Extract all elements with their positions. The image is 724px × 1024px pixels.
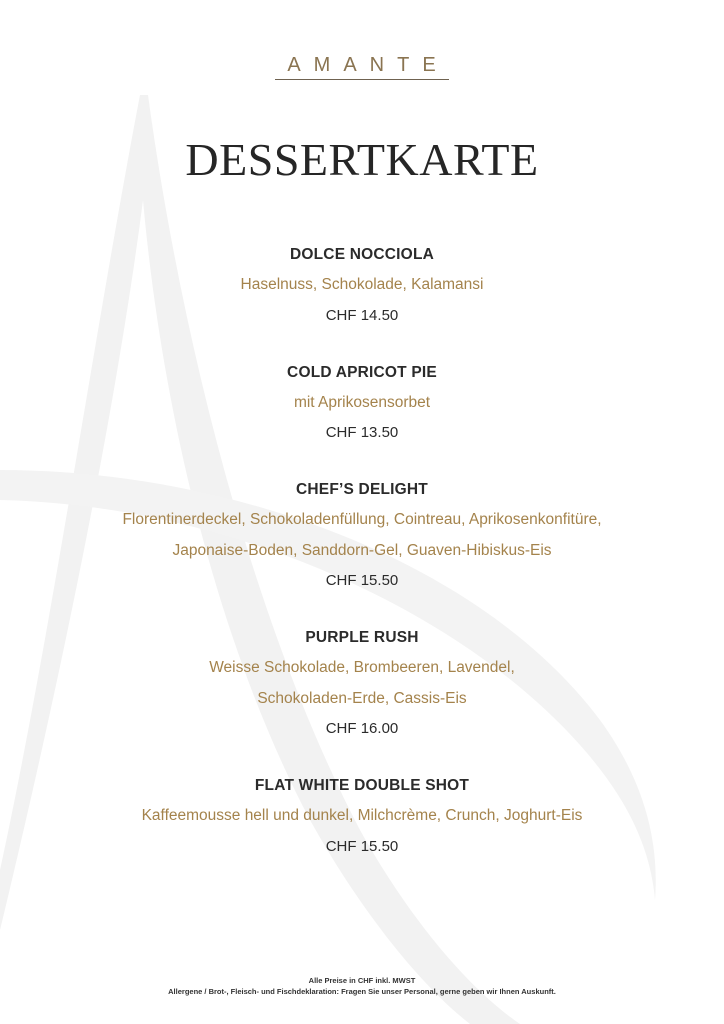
- menu-item-description: Japonaise-Boden, Sanddorn-Gel, Guaven-Hibiskus-Eis: [172, 541, 552, 559]
- menu-item-name: DOLCE NOCCIOLA: [289, 246, 435, 263]
- footer-notes: [0, 975, 724, 997]
- menu-item-price: CHF 13.50: [325, 424, 399, 441]
- menu-item-description: Weisse Schokolade, Brombeeren, Lavendel,: [209, 659, 515, 676]
- menu-item-description: mit Aprikosensorbet: [293, 393, 431, 411]
- price-note: Alle Preise in CHF inkl. MWST: [308, 976, 416, 985]
- brand-logo-text: AMANTE: [275, 54, 448, 80]
- menu-item-price: CHF 15.50: [325, 572, 399, 589]
- menu-item-name: CHEF’S DELIGHT: [296, 481, 428, 498]
- menu-item: [0, 771, 724, 862]
- menu-item-description: Haselnuss, Schokolade, Kalamansi: [240, 276, 484, 293]
- dessert-menu-list: [0, 240, 724, 889]
- menu-item: [0, 623, 724, 744]
- menu-item: [0, 475, 724, 596]
- menu-item-price: CHF 15.50: [325, 837, 399, 855]
- menu-item: [0, 240, 724, 331]
- menu-item-description: Schokoladen-Erde, Cassis-Eis: [257, 689, 467, 707]
- menu-item-price: CHF 14.50: [325, 306, 399, 324]
- menu-item-price: CHF 16.00: [325, 720, 399, 737]
- page-title: DESSERTKARTE: [185, 134, 539, 185]
- menu-item-description: Florentinerdeckel, Schokoladenfüllung, Cointreau, Aprikosenkonfitüre,: [122, 511, 602, 528]
- brand-header: [0, 54, 724, 80]
- allergen-note: Allergene / Brot-, Fleisch- und Fischdeklaration: Fragen Sie unser Personal, gerne geben wir Ihnen Auskunft.: [168, 987, 556, 996]
- menu-item-description: Kaffeemousse hell und dunkel, Milchcrème, Crunch, Joghurt-Eis: [141, 807, 583, 824]
- menu-item-name: FLAT WHITE DOUBLE SHOT: [254, 777, 470, 794]
- menu-item-name: COLD APRICOT PIE: [287, 363, 437, 381]
- menu-item: [0, 358, 724, 449]
- menu-item-name: PURPLE RUSH: [305, 629, 419, 646]
